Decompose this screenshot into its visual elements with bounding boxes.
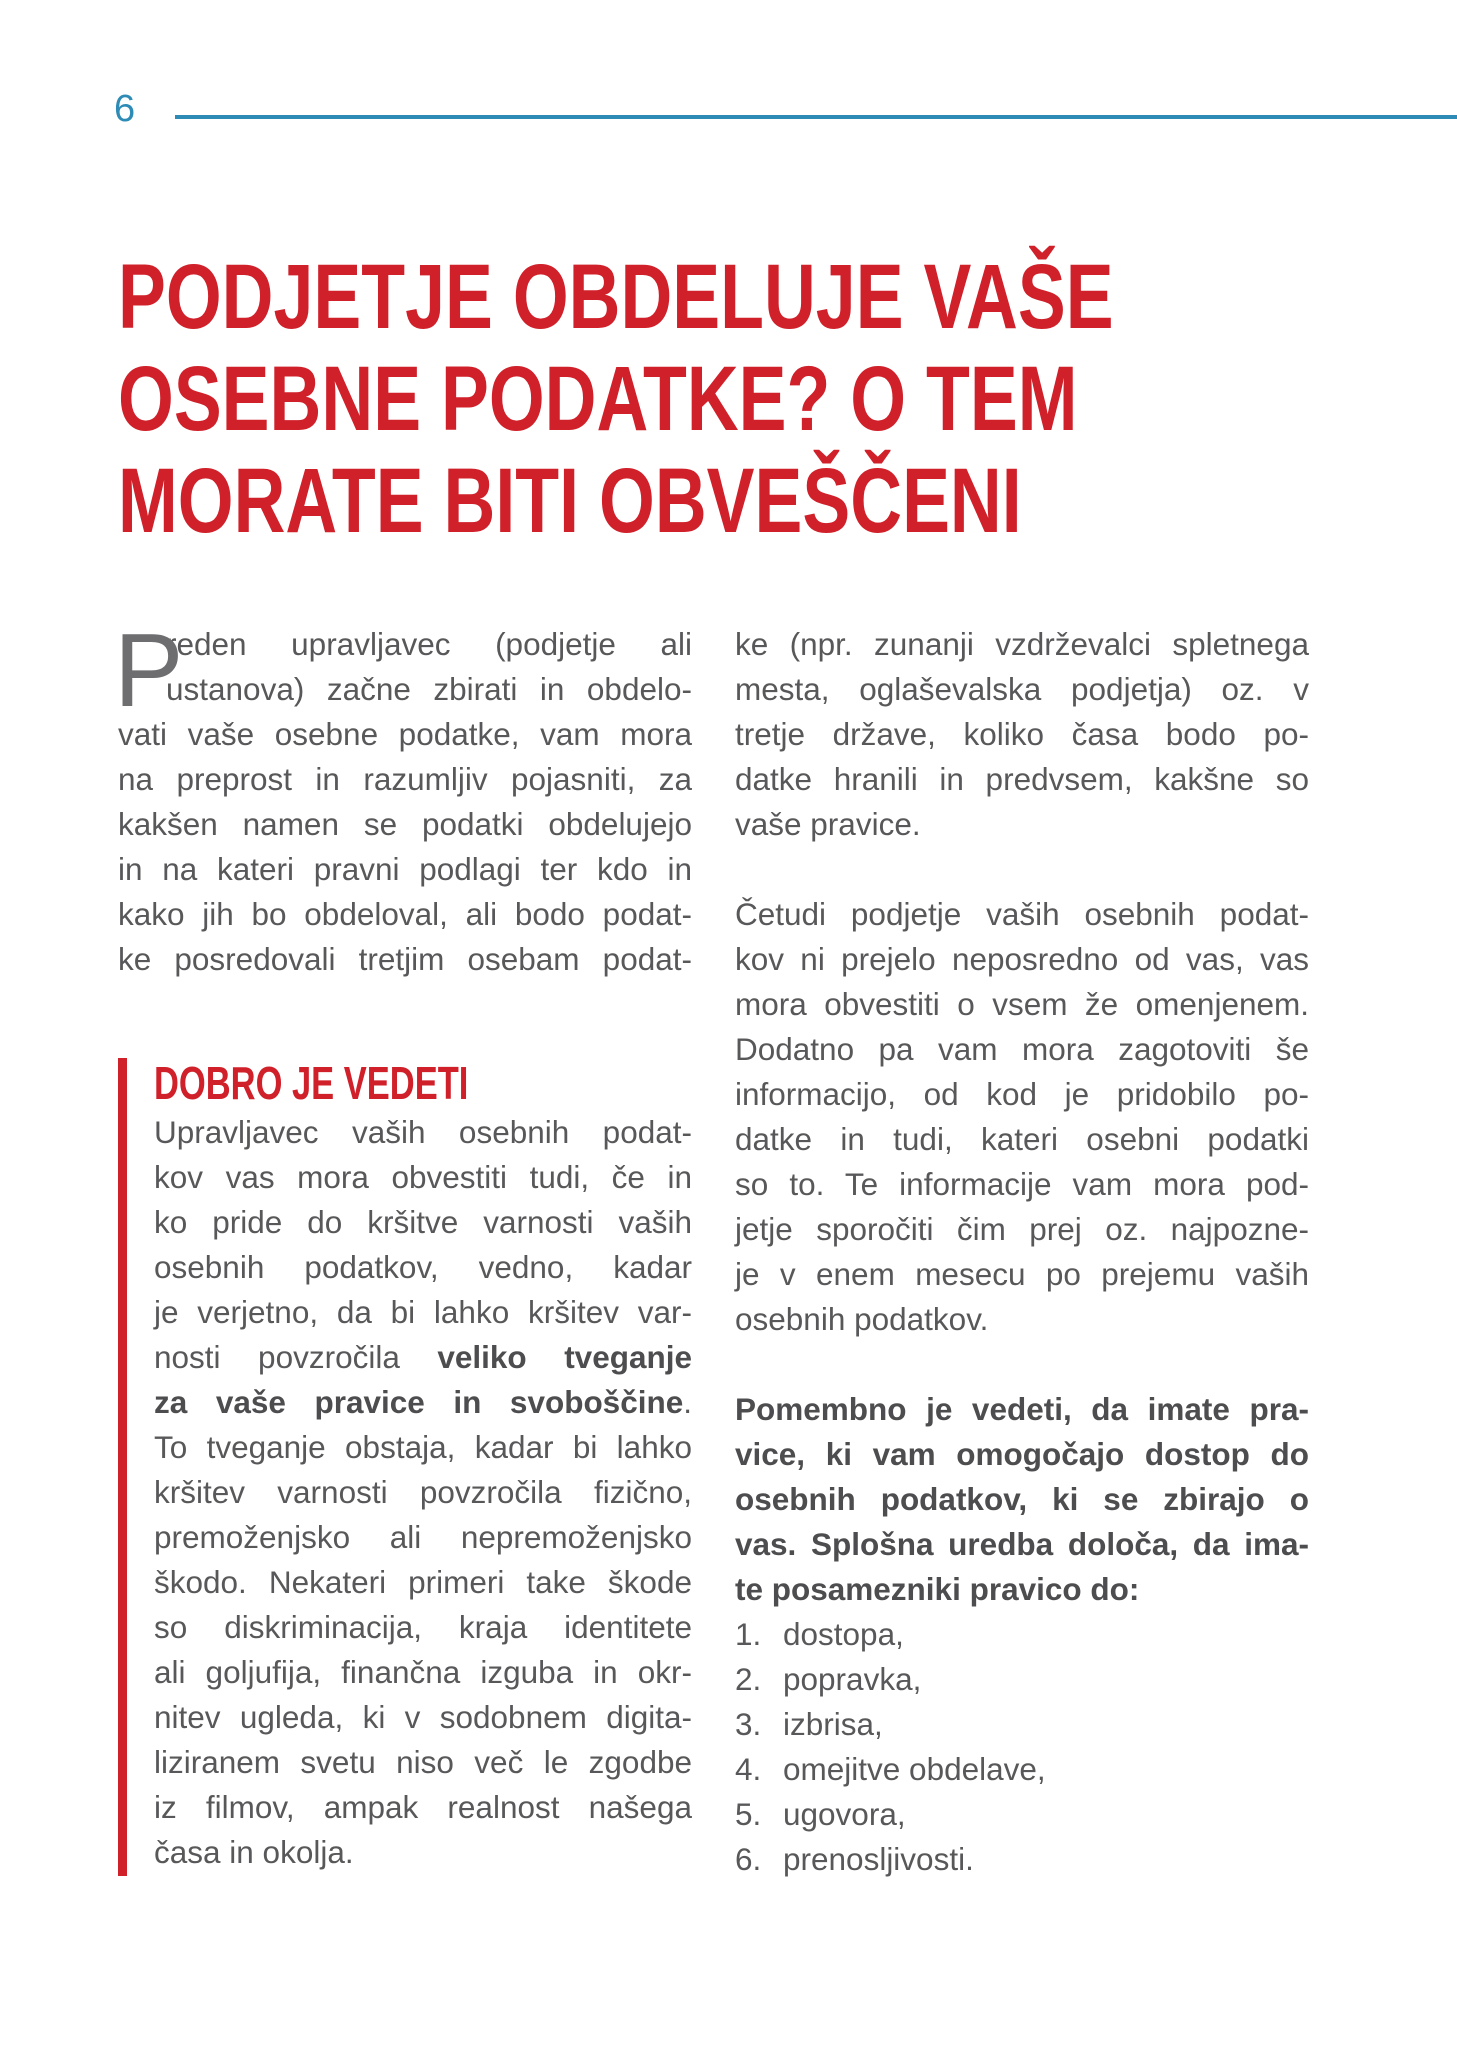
text-span: . (683, 1384, 692, 1420)
title-line: PODJETJE OBDELUJE VAŠE (118, 246, 1114, 348)
text-line: vice, ki vam omogočajo dostop do (735, 1436, 1309, 1472)
list-number: 2. (735, 1661, 762, 1697)
list-label: popravka, (783, 1661, 922, 1697)
text-line: ko pride do kršitve varnosti vaših (154, 1204, 692, 1240)
text-line: kršitev varnosti povzročila fizično, (154, 1474, 692, 1510)
text-line: tretje države, koliko časa bodo po- (735, 716, 1309, 752)
header-rule (175, 115, 1457, 119)
text-line: reden upravljavec (podjetje ali (166, 626, 692, 662)
list-label: dostopa, (783, 1616, 904, 1652)
list-item (735, 1702, 1309, 1747)
title-line: MORATE BITI OBVEŠČENI (118, 450, 1022, 552)
text-line: nitev ugleda, ki v sodobnem digita- (154, 1699, 692, 1735)
text-line: kako jih bo obdeloval, ali bodo podat- (118, 896, 692, 932)
text-line: Četudi podjetje vaših osebnih podat- (735, 896, 1309, 932)
page-number: 6 (114, 88, 136, 130)
list-label: izbrisa, (783, 1706, 883, 1742)
text-line: liziranem svetu niso več le zgodbe (154, 1744, 692, 1780)
text-line: vas. Splošna uredba določa, da ima- (735, 1526, 1309, 1562)
list-number: 1. (735, 1616, 762, 1652)
text-line: ke (npr. zunanji vzdrževalci spletnega (735, 626, 1309, 662)
text-line: mora obvestiti o vsem že omenjenem. (735, 986, 1309, 1022)
text-line: vaše pravice. (735, 806, 921, 842)
text-line: Dodatno pa vam mora zagotoviti še (735, 1031, 1309, 1067)
text-line (154, 1335, 692, 1380)
text-line: ali goljufija, finančna izguba in okr- (154, 1654, 692, 1690)
text-line: datke hranili in predvsem, kakšne so (735, 761, 1309, 797)
text-line: časa in okolja. (154, 1834, 354, 1870)
emphasis-text: veliko tveganje (437, 1339, 692, 1375)
list-label: prenosljivosti. (783, 1841, 974, 1877)
text-line: datke in tudi, kateri osebni podatki (735, 1121, 1309, 1157)
emphasis-text: za vaše pravice in svoboščine (154, 1384, 684, 1420)
list-number: 5. (735, 1796, 762, 1832)
text-line: informacijo, od kod je pridobilo po- (735, 1076, 1309, 1112)
list-number: 3. (735, 1706, 762, 1742)
text-line: ke posredovali tretjim osebam podat- (118, 941, 692, 977)
text-line: te posamezniki pravico do: (735, 1571, 1140, 1607)
text-line: so to. Te informacije vam mora pod- (735, 1166, 1309, 1202)
text-line: osebnih podatkov. (735, 1301, 989, 1337)
drop-cap: P (114, 613, 184, 729)
indirect-collection-paragraph (735, 892, 1309, 1342)
list-item (735, 1657, 1309, 1702)
text-line: in na kateri pravni podlagi ter kdo in (118, 851, 692, 887)
text-line: kakšen namen se podatki obdelujejo (118, 806, 692, 842)
callout-accent-bar (118, 1058, 127, 1876)
list-number: 6. (735, 1841, 762, 1877)
text-line: jetje sporočiti čim prej oz. najpozne- (735, 1211, 1309, 1247)
text-line: je v enem mesecu po prejemu vaših (735, 1256, 1309, 1292)
list-label: omejitve obdelave, (783, 1751, 1046, 1787)
text-line: premoženjsko ali nepremoženjsko (154, 1519, 692, 1555)
text-line: mesta, oglaševalska podjetja) oz. v (735, 671, 1309, 707)
text-span: nosti povzročila (154, 1339, 438, 1375)
rights-intro-paragraph (735, 1387, 1309, 1612)
continuation-paragraph (735, 622, 1309, 847)
text-line: je verjetno, da bi lahko kršitev var- (154, 1294, 692, 1330)
text-line: osebnih podatkov, vedno, kadar (154, 1249, 692, 1285)
text-line: iz filmov, ampak realnost našega (154, 1789, 692, 1825)
text-line: na preprost in razumljiv pojasniti, za (118, 761, 692, 797)
text-line: kov ni prejelo neposredno od vas, vas (735, 941, 1309, 977)
intro-paragraph (114, 613, 692, 982)
rights-list (735, 1612, 1309, 1882)
text-line (154, 1380, 692, 1425)
text-line: kov vas mora obvestiti tudi, če in (154, 1159, 692, 1195)
list-item (735, 1612, 1309, 1657)
text-line: Pomembno je vedeti, da imate pra- (735, 1391, 1309, 1427)
text-line: To tveganje obstaja, kadar bi lahko (154, 1429, 692, 1465)
text-line: so diskriminacija, kraja identitete (154, 1609, 692, 1645)
text-line: osebnih podatkov, ki se zbirajo o (735, 1481, 1309, 1517)
callout-title: DOBRO JE VEDETI (154, 1057, 469, 1109)
list-label: ugovora, (783, 1796, 906, 1832)
page-title (118, 246, 1114, 552)
list-item (735, 1747, 1309, 1792)
text-line: ustanova) začne zbirati in obdelo- (166, 671, 692, 707)
text-line: vati vaše osebne podatke, vam mora (118, 716, 692, 752)
right-column (735, 622, 1309, 1882)
text-line: škodo. Nekateri primeri take škode (154, 1564, 692, 1600)
text-line: Upravljavec vaših osebnih podat- (154, 1114, 692, 1150)
list-number: 4. (735, 1751, 762, 1787)
title-line: OSEBNE PODATKE? O TEM (118, 348, 1078, 450)
list-item (735, 1837, 1309, 1882)
list-item (735, 1792, 1309, 1837)
